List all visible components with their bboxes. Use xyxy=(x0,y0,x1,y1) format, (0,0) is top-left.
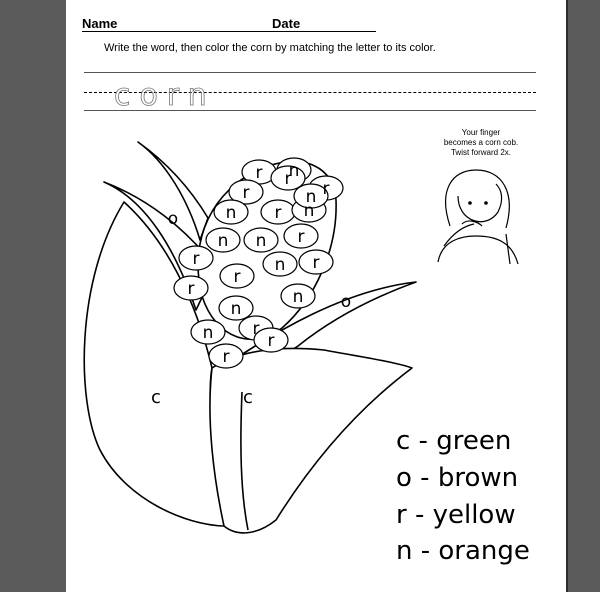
kernel-letter-n: n xyxy=(225,203,237,223)
kernel-letter-r: r xyxy=(252,319,260,339)
kernel-letter-r: r xyxy=(242,183,250,203)
kernel-letter-r: r xyxy=(255,163,263,183)
instructions: Write the word, then color the corn by matching the letter to its color. xyxy=(104,42,436,54)
kernel-letter-n: n xyxy=(230,299,242,319)
sign-caption-2: becomes a corn cob. xyxy=(443,138,519,147)
kernel-letter-r: r xyxy=(297,227,305,247)
kernel-letter-n: n xyxy=(217,231,229,251)
key-n-orange: n - orange xyxy=(396,536,530,566)
key-o-brown: o - brown xyxy=(396,463,519,493)
sign-caption-1: Your finger xyxy=(461,128,501,137)
kernel-letter-n: n xyxy=(303,201,315,221)
kernel-letter-r: r xyxy=(222,347,230,367)
kernel-letter-r: r xyxy=(312,253,320,273)
kernel-letter-r: r xyxy=(267,331,275,351)
date-label: Date xyxy=(272,16,301,31)
name-label: Name xyxy=(82,16,118,31)
husk-letter-o-2: o xyxy=(340,292,352,312)
kernel-letter-r: r xyxy=(274,203,282,223)
husk-letter-c-1: c xyxy=(151,387,161,408)
kernel-letter-n: n xyxy=(202,323,214,343)
sign-caption-3: Twist forward 2x. xyxy=(450,148,511,157)
kernel-letter-n: n xyxy=(288,161,300,181)
kernel-letter-r: r xyxy=(233,267,241,287)
husk-letter-o-1: o xyxy=(167,209,179,229)
kernel-letter-r: r xyxy=(284,169,292,189)
key-r-yellow: r - yellow xyxy=(396,500,516,530)
kernel-letter-r: r xyxy=(187,279,195,299)
kernel-letter-n: n xyxy=(305,187,317,207)
girl-signing-illustration xyxy=(438,170,518,264)
kernel-letter-n: n xyxy=(292,287,304,307)
key-c-green: c - green xyxy=(396,426,512,456)
kernel-letter-r: r xyxy=(322,179,330,199)
kernel-letter-n: n xyxy=(255,231,267,251)
trace-word: corn xyxy=(114,78,216,113)
husk-letter-c-2: c xyxy=(243,387,253,408)
worksheet-page xyxy=(66,0,566,592)
page-edge-shadow xyxy=(566,0,568,592)
kernel-letter-r: r xyxy=(192,249,200,269)
kernel-letter-n: n xyxy=(274,255,286,275)
